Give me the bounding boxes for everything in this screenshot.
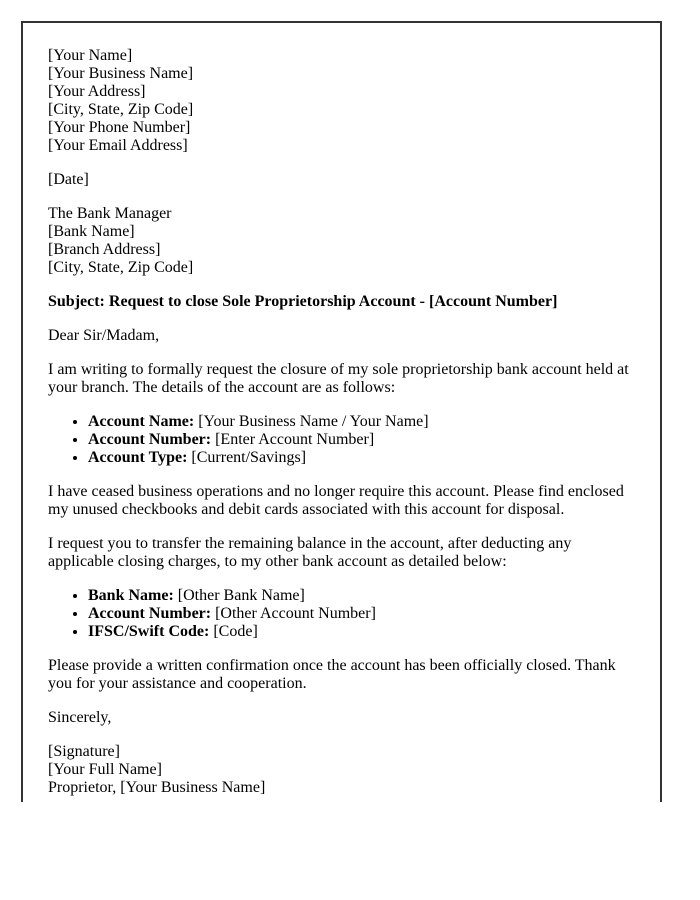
recipient-branch-address: [Branch Address] (48, 241, 161, 258)
detail-value: [Current/Savings] (191, 449, 307, 466)
detail-value: [Other Bank Name] (177, 587, 305, 604)
signature-block (48, 743, 635, 797)
date-line: [Date] (48, 171, 89, 188)
sign-off: Sincerely, (48, 709, 112, 726)
salutation: Dear Sir/Madam, (48, 327, 160, 344)
detail-value: [Your Business Name / Your Name] (198, 413, 429, 430)
transfer-details-list (48, 587, 635, 641)
detail-label: IFSC/Swift Code: (88, 623, 210, 640)
sender-address: [Your Address] (48, 83, 146, 100)
ceased-operations-paragraph: I have ceased business operations and no longer require this account. Please find enclosed my unused checkbooks and debit cards associated with this account for disposal. (48, 483, 624, 518)
confirmation-paragraph: Please provide a written confirmation once the account has been officially closed. Thank you for your assistance and cooperation. (48, 657, 616, 692)
signatory-full-name: [Your Full Name] (48, 761, 162, 778)
recipient-title: The Bank Manager (48, 205, 172, 222)
detail-label: Account Type: (88, 449, 188, 466)
recipient-city-state-zip: [City, State, Zip Code] (48, 259, 194, 276)
recipient-bank-name: [Bank Name] (48, 223, 135, 240)
subject-line: Subject: Request to close Sole Proprietorship Account - [Account Number] (48, 293, 558, 310)
letter-container (21, 21, 662, 802)
list-item-account-type (88, 449, 635, 467)
transfer-request-paragraph: I request you to transfer the remaining balance in the account, after deducting any applicable closing charges, to my other bank account as detailed below: (48, 535, 572, 570)
intro-paragraph: I am writing to formally request the closure of my sole proprietorship bank account held at your branch. The details of the account are as follows: (48, 361, 629, 396)
detail-value: [Code] (213, 623, 258, 640)
detail-label: Account Number: (88, 431, 212, 448)
account-details-list (48, 413, 635, 467)
list-item-ifsc-swift-code (88, 623, 635, 641)
sender-address-block (48, 47, 635, 155)
sender-name: [Your Name] (48, 47, 133, 64)
recipient-address-block (48, 205, 635, 277)
list-item-account-name (88, 413, 635, 431)
detail-label: Account Number: (88, 605, 212, 622)
signature-placeholder: [Signature] (48, 743, 120, 760)
signatory-title: Proprietor, [Your Business Name] (48, 779, 266, 796)
list-item-account-number (88, 431, 635, 449)
sender-city-state-zip: [City, State, Zip Code] (48, 101, 194, 118)
detail-value: [Enter Account Number] (215, 431, 375, 448)
list-item-other-account-number (88, 605, 635, 623)
sender-phone: [Your Phone Number] (48, 119, 191, 136)
sender-email: [Your Email Address] (48, 137, 188, 154)
detail-label: Account Name: (88, 413, 195, 430)
detail-label: Bank Name: (88, 587, 174, 604)
sender-business-name: [Your Business Name] (48, 65, 194, 82)
list-item-other-bank-name (88, 587, 635, 605)
detail-value: [Other Account Number] (215, 605, 376, 622)
